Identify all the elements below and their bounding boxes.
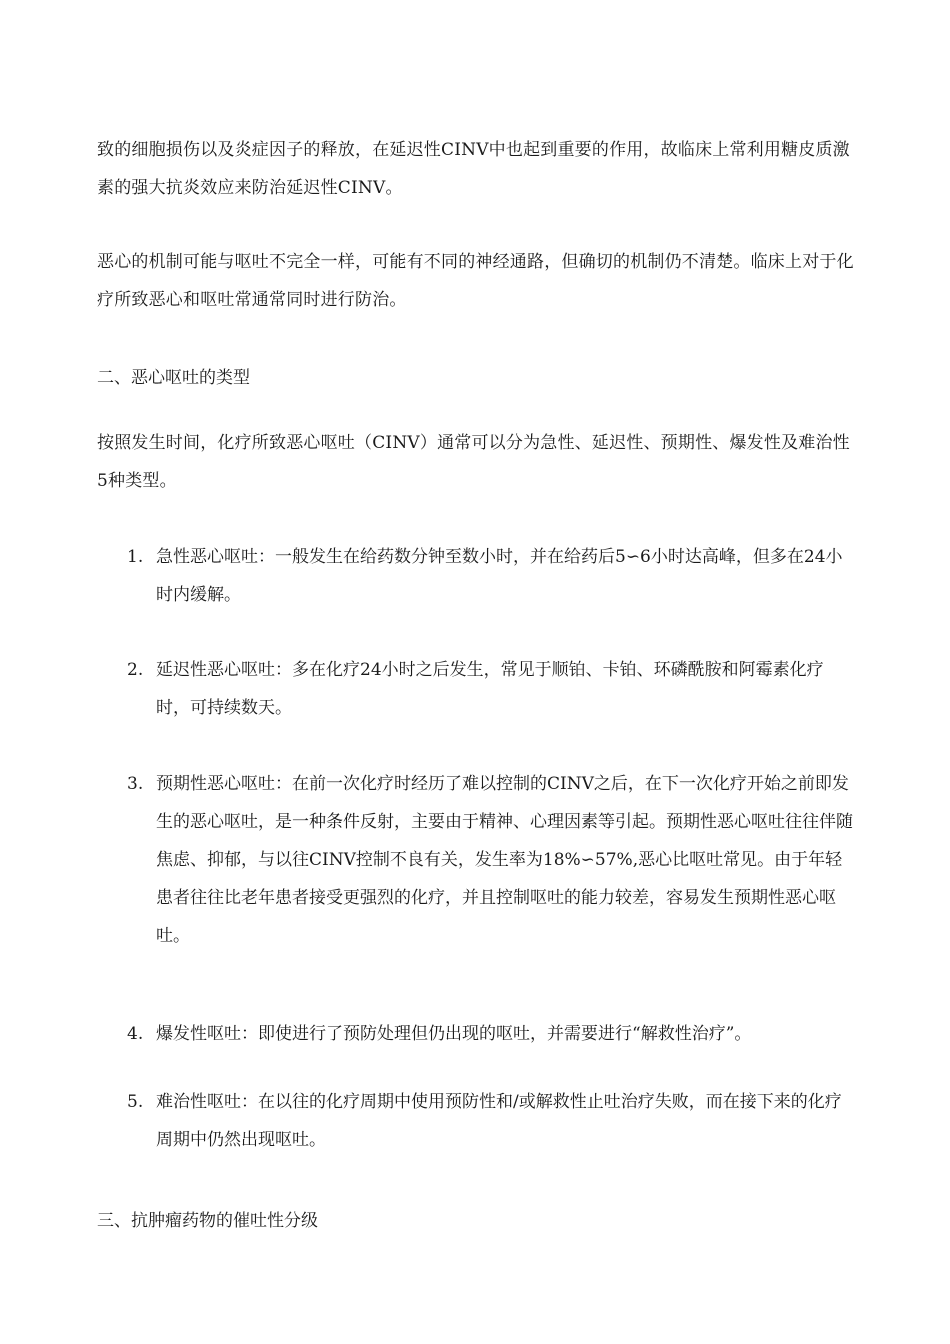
- list-text: 急性恶心呕吐：一般发生在给药数分钟至数小时，并在给药后5∽6小时达高峰，但多在24小时内缓解。: [156, 547, 843, 605]
- list-item-refractory: [127, 1083, 857, 1159]
- paragraph-continuation: 致的细胞损伤以及炎症因子的释放，在延迟性CINV中也起到重要的作用，故临床上常利用糖皮质激素的强大抗炎效应来防治延迟性CINV。: [97, 140, 850, 198]
- paragraph-types-intro: 按照发生时间，化疗所致恶心呕吐（CINV）通常可以分为急性、延迟性、预期性、爆发性及难治性5种类型。: [97, 433, 850, 491]
- list-number: 1.: [127, 547, 144, 567]
- section-heading-grading: 三、抗肿瘤药物的催吐性分级: [97, 1211, 318, 1231]
- list-text: 难治性呕吐：在以往的化疗周期中使用预防性和/或解救性止吐治疗失败，而在接下来的化疗周期中仍然出现呕吐。: [156, 1092, 842, 1150]
- list-item-breakthrough: [127, 1015, 857, 1053]
- list-number: 2.: [127, 660, 144, 680]
- list-item-anticipatory: [127, 765, 857, 955]
- list-number: 5.: [127, 1092, 144, 1112]
- paragraph-nausea-mechanism: 恶心的机制可能与呕吐不完全一样，可能有不同的神经通路，但确切的机制仍不清楚。临床上对于化疗所致恶心和呕吐常通常同时进行防治。: [97, 252, 854, 310]
- list-number: 3.: [127, 774, 144, 794]
- list-text: 预期性恶心呕吐：在前一次化疗时经历了难以控制的CINV之后，在下一次化疗开始之前即发生的恶心呕吐，是一种条件反射，主要由于精神、心理因素等引起。预期性恶心呕吐往往伴随焦虑、抑郁，与以往CINV控制不良有关，发生率为18%∽57%,恶心比呕吐常见。由于年轻患者往往比老年患者接受更强烈的化疗，并且控制呕吐的能力较差，容易发生预期性恶心呕吐。: [156, 774, 853, 946]
- section-heading-types: 二、恶心呕吐的类型: [97, 368, 250, 388]
- list-item-acute: [127, 538, 857, 614]
- list-number: 4.: [127, 1024, 144, 1044]
- list-text: 延迟性恶心呕吐：多在化疗24小时之后发生，常见于顺铂、卡铂、环磷酰胺和阿霉素化疗时，可持续数天。: [156, 660, 824, 718]
- list-item-delayed: [127, 651, 857, 727]
- list-text: 爆发性呕吐：即使进行了预防处理但仍出现的呕吐，并需要进行“解救性治疗”。: [156, 1024, 752, 1044]
